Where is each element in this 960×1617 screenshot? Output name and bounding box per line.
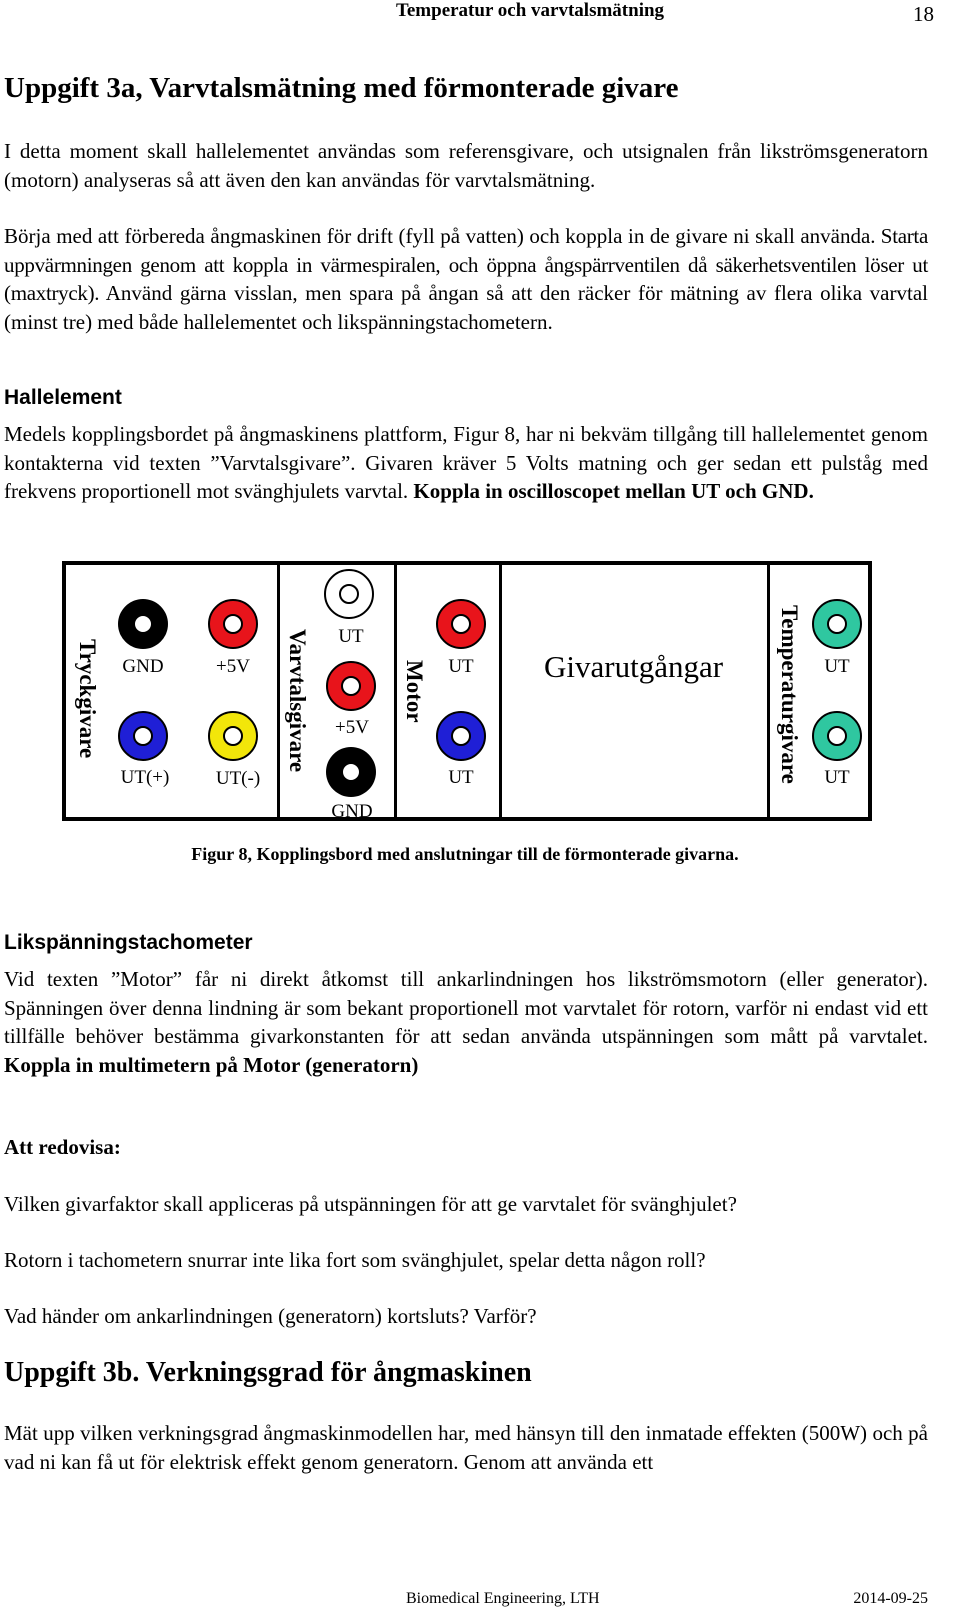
label-temperaturgivare: Temperaturgivare — [777, 605, 802, 784]
paragraph-hallelement — [4, 420, 928, 506]
divider-line — [394, 565, 397, 817]
red-jack-connector[interactable] — [436, 599, 486, 649]
question-1: Vilken givarfaktor skall appliceras på utspänningen för att ge varvtalet för svänghjulet? — [4, 1192, 737, 1216]
blue-jack-connector[interactable] — [118, 711, 168, 761]
likspanning-instruction: Koppla in multimetern på Motor (generatorn) — [4, 1052, 419, 1077]
label-ut-plus: UT(+) — [120, 767, 170, 788]
divider-line — [767, 565, 770, 817]
figure-caption: Figur 8, Kopplingsbord med anslutningar till de förmonterade givarna. — [191, 844, 739, 864]
label-ut-minus: UT(-) — [215, 768, 261, 789]
label-plus5v: +5V — [216, 656, 250, 677]
black-jack-connector[interactable] — [118, 599, 168, 649]
prep-sentence-1: Börja med att förbereda ångmaskinen för drift (fyll på vatten) och koppla in de givare ni skall använda. — [4, 224, 876, 248]
prep-sentence-3: Använd gärna visslan, men spara på ångan så att den räcker för mätning av flera olika varvtal (minst tre) med både hallelementet och likspänningstachometern. — [4, 281, 928, 334]
question-3: Vad händer om ankarlindningen (generatorn) kortsluts? Varför? — [4, 1304, 537, 1328]
question-2: Rotorn i tachometern snurrar inte lika fort som svänghjulet, spelar detta någon roll? — [4, 1248, 706, 1272]
label-motor-ut1: UT — [448, 656, 474, 677]
label-gnd: GND — [122, 656, 164, 677]
heading-att-redovisa: Att redovisa: — [4, 1135, 121, 1159]
yellow-jack-connector[interactable] — [208, 711, 258, 761]
section-title-3b: Uppgift 3b. Verkningsgrad för ångmaskinen — [4, 1357, 532, 1388]
label-motor-ut2: UT — [448, 767, 474, 788]
label-varv-gnd: GND — [331, 801, 373, 822]
paragraph-3b: Mät upp vilken verkningsgrad ångmaskinmodellen har, med hänsyn till den inmatade effekten (500W) och på vad ni kan få ut för elektrisk effekt genom generatorn. Genom att använda ett — [4, 1421, 928, 1474]
label-motor: Motor — [402, 660, 427, 723]
running-header: Temperatur och varvtalsmätning — [395, 0, 665, 21]
label-givarutgangar: Givarutgångar — [544, 649, 724, 684]
heading-hallelement: Hallelement — [4, 386, 122, 409]
connection-board-figure — [62, 561, 872, 821]
hallelement-text: Medels kopplingsbordet på ångmaskinens plattform, Figur 8, har ni bekväm tillgång till hallelementet genom kontakterna vid texten ”Varvtalsgivare”. Givaren kräver 5 Volts matning och ger sedan ett pulståg med frekvens proportionell mot svänghjulets varvtal. — [4, 422, 928, 503]
prep-sentence-2: Starta uppvärmningen genom att koppla in värmespiralen, och öppna ångspärrventilen då säkerhetsventilen löser ut (maxtryck). — [4, 224, 928, 305]
label-varv-plus5v: +5V — [335, 717, 369, 738]
footer-organization: Biomedical Engineering, LTH — [406, 1590, 600, 1607]
section-title-3a: Uppgift 3a, Varvtalsmätning med förmonterade givare — [4, 72, 679, 104]
white-jack-connector[interactable] — [324, 569, 374, 619]
label-temp-ut1: UT — [824, 656, 850, 677]
hallelement-instruction: Koppla in oscilloscopet mellan UT och GND. — [413, 479, 814, 503]
divider-line — [499, 565, 502, 817]
footer-date: 2014-09-25 — [853, 1590, 928, 1607]
divider-line — [277, 565, 280, 817]
blue-jack-connector[interactable] — [436, 711, 486, 761]
black-jack-connector[interactable] — [326, 747, 376, 797]
heading-likspanningstachometer: Likspänningstachometer — [4, 931, 253, 954]
paragraph-preparation — [4, 222, 928, 336]
label-varvtalsgivare: Varvtalsgivare — [285, 629, 310, 773]
label-temp-ut2: UT — [824, 767, 850, 788]
label-varv-ut: UT — [338, 626, 364, 647]
label-tryckgivare: Tryckgivare — [75, 639, 100, 759]
green-jack-connector[interactable] — [812, 711, 862, 761]
likspanning-text: Vid texten ”Motor” får ni direkt åtkomst till ankarlindningen hos likströmsmotorn (eller generator). Spänningen över denna lindning är som bekant proportionell mot varvtalet för rotorn, varför ni endast vid ett tillfälle behöver bestämma givarkonstanten för att sedan använda utspänningen som mått på varvtalet. — [4, 967, 928, 1048]
red-jack-connector[interactable] — [208, 599, 258, 649]
red-jack-connector[interactable] — [326, 661, 376, 711]
paragraph-likspanning — [4, 965, 928, 1079]
paragraph-intro: I detta moment skall hallelementet användas som referensgivare, och utsignalen från likströmsgeneratorn (motorn) analyseras så att även den kan användas för varvtalsmätning. — [4, 139, 928, 192]
page-number: 18 — [913, 2, 934, 26]
green-jack-connector[interactable] — [812, 599, 862, 649]
